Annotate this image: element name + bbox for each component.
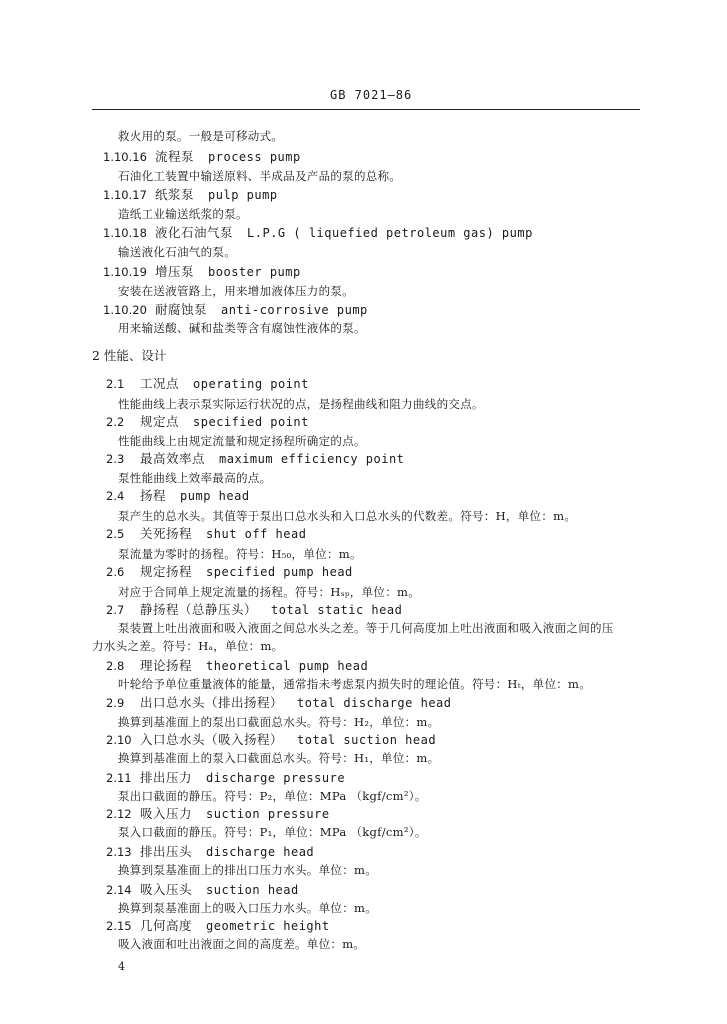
term-chinese: 工况点 xyxy=(140,376,180,391)
term-heading xyxy=(106,376,309,392)
definition-text: 救火用的泵。一般是可移动式。 xyxy=(118,129,284,143)
term-heading xyxy=(106,526,306,542)
term-chinese: 吸入压头 xyxy=(140,882,193,897)
definition-text: 造纸工业输送纸浆的泵。 xyxy=(118,207,248,221)
term-english: shut off head xyxy=(206,527,307,541)
term-number: 2.11 xyxy=(106,771,132,785)
term-number: 2.2 xyxy=(106,415,125,429)
term-heading xyxy=(103,149,301,165)
term-number: 2.9 xyxy=(106,696,125,710)
term-heading xyxy=(106,770,345,786)
term-number: 1.10.16 xyxy=(103,150,147,164)
definition-text: 泵出口截面的静压。符号：P₂，单位：MPa （kgf/cm²）。 xyxy=(118,789,427,803)
term-heading xyxy=(103,264,301,280)
term-chinese: 扬程 xyxy=(140,488,167,503)
term-heading xyxy=(103,225,533,241)
term-chinese: 液化石油气泵 xyxy=(155,225,234,240)
term-number: 2.7 xyxy=(106,603,125,617)
term-english: suction head xyxy=(206,883,299,897)
term-chinese: 最高效率点 xyxy=(140,451,206,466)
definition-text: 石油化工装置中输送原料、半成品及产品的泵的总称。 xyxy=(118,169,402,183)
term-number: 1.10.18 xyxy=(103,226,147,240)
term-english: pump head xyxy=(180,489,250,503)
term-chinese: 规定扬程 xyxy=(140,564,193,579)
term-heading xyxy=(106,918,330,934)
definition-text: 输送液化石油气的泵。 xyxy=(118,245,236,259)
term-heading xyxy=(106,451,404,467)
term-english: pulp pump xyxy=(208,188,278,202)
term-chinese: 耐腐蚀泵 xyxy=(155,302,208,317)
term-heading xyxy=(106,658,368,674)
term-chinese: 关死扬程 xyxy=(140,526,193,541)
header-rule xyxy=(92,109,640,110)
term-number: 2.13 xyxy=(106,845,132,859)
definition-text: 吸入液面和吐出液面之间的高度差。单位：m。 xyxy=(118,937,366,951)
term-heading xyxy=(106,695,452,711)
standard-number: GB 7021—86 xyxy=(330,88,413,102)
term-heading xyxy=(106,882,299,898)
term-english: anti-corrosive pump xyxy=(221,303,368,317)
term-chinese: 纸浆泵 xyxy=(155,187,195,202)
term-heading xyxy=(106,806,330,822)
term-chinese: 出口总水头（排出扬程） xyxy=(140,695,284,710)
definition-text: 力水头之差。符号：Hₐ，单位：m。 xyxy=(92,639,284,653)
term-chinese: 入口总水头（吸入扬程） xyxy=(140,732,284,747)
term-english: total static head xyxy=(271,603,403,617)
definition-text: 泵产生的总水头。其值等于泵出口总水头和入口总水头的代数差。符号：H，单位：m。 xyxy=(118,509,577,523)
term-english: discharge head xyxy=(206,845,315,859)
term-chinese: 排出压力 xyxy=(140,770,193,785)
term-number: 2.5 xyxy=(106,527,125,541)
definition-text: 用来输送酸、碱和盐类等含有腐蚀性液体的泵。 xyxy=(118,321,366,335)
term-english: theoretical pump head xyxy=(206,659,369,673)
definition-text: 泵装置上吐出液面和吸入液面之间总水头之差。等于几何高度加上吐出液面和吸入液面之间的压 xyxy=(118,621,614,635)
term-chinese: 吸入压力 xyxy=(140,806,193,821)
term-english: booster pump xyxy=(208,265,301,279)
term-english: geometric height xyxy=(206,919,330,933)
definition-text: 换算到基准面上的泵入口截面总水头。符号：H₁，单位：m。 xyxy=(118,751,440,765)
term-number: 2.10 xyxy=(106,733,132,747)
term-english: total suction head xyxy=(297,733,437,747)
term-number: 2.6 xyxy=(106,565,125,579)
definition-text: 换算到基准面上的泵出口截面总水头。符号：H₂，单位：m。 xyxy=(118,715,440,729)
term-heading xyxy=(106,602,402,618)
term-chinese: 理论扬程 xyxy=(140,658,193,673)
definition-text: 叶轮给予单位重量液体的能量，通常指未考虑泵内损失时的理论值。符号：Hₜ，单位：m。 xyxy=(118,677,592,691)
definition-text: 对应于合同单上规定流量的扬程。符号：Hₛₚ，单位：m。 xyxy=(118,585,421,599)
term-chinese: 静扬程（总静压头） xyxy=(140,602,258,617)
term-heading xyxy=(106,414,309,430)
term-english: specified point xyxy=(193,415,309,429)
definition-text: 泵性能曲线上效率最高的点。 xyxy=(118,471,272,485)
term-heading xyxy=(103,302,368,318)
term-chinese: 几何高度 xyxy=(140,918,193,933)
term-english: maximum efficiency point xyxy=(219,452,405,466)
term-heading xyxy=(106,488,250,504)
term-chinese: 规定点 xyxy=(140,414,180,429)
term-heading xyxy=(106,564,353,580)
term-number: 1.10.17 xyxy=(103,188,147,202)
term-english: specified pump head xyxy=(206,565,353,579)
definition-text: 性能曲线上表示泵实际运行状况的点，是扬程曲线和阻力曲线的交点。 xyxy=(118,397,484,411)
term-heading xyxy=(106,732,436,748)
term-number: 1.10.20 xyxy=(103,303,147,317)
term-number: 1.10.19 xyxy=(103,265,147,279)
term-english: process pump xyxy=(208,150,301,164)
definition-text: 泵流量为零时的扬程。符号：H₅₀，单位：m。 xyxy=(118,547,362,561)
term-number: 2.3 xyxy=(106,452,125,466)
page-number: 4 xyxy=(118,960,125,973)
term-number: 2.15 xyxy=(106,919,132,933)
term-number: 2.4 xyxy=(106,489,125,503)
term-number: 2.1 xyxy=(106,377,125,391)
term-chinese: 流程泵 xyxy=(155,149,195,164)
term-number: 2.14 xyxy=(106,883,132,897)
term-english: discharge pressure xyxy=(206,771,346,785)
definition-text: 泵入口截面的静压。符号：P₁，单位：MPa （kgf/cm²）。 xyxy=(118,825,427,839)
term-chinese: 排出压头 xyxy=(140,844,193,859)
definition-text: 换算到泵基准面上的排出口压力水头。单位：m。 xyxy=(118,863,378,877)
term-heading xyxy=(103,187,278,203)
term-number: 2.8 xyxy=(106,659,125,673)
term-english: total discharge head xyxy=(297,696,452,710)
term-number: 2.12 xyxy=(106,807,132,821)
term-english: operating point xyxy=(193,377,309,391)
term-english: suction pressure xyxy=(206,807,330,821)
term-chinese: 增压泵 xyxy=(155,264,195,279)
section-heading: 2 性能、设计 xyxy=(92,348,167,363)
term-heading xyxy=(106,844,314,860)
definition-text: 安装在送液管路上，用来增加液体压力的泵。 xyxy=(118,284,354,298)
term-english: L.P.G ( liquefied petroleum gas) pump xyxy=(247,226,533,240)
definition-text: 换算到泵基准面上的吸入口压力水头。单位：m。 xyxy=(118,901,378,915)
definition-text: 性能曲线上由规定流量和规定扬程所确定的点。 xyxy=(118,434,366,448)
